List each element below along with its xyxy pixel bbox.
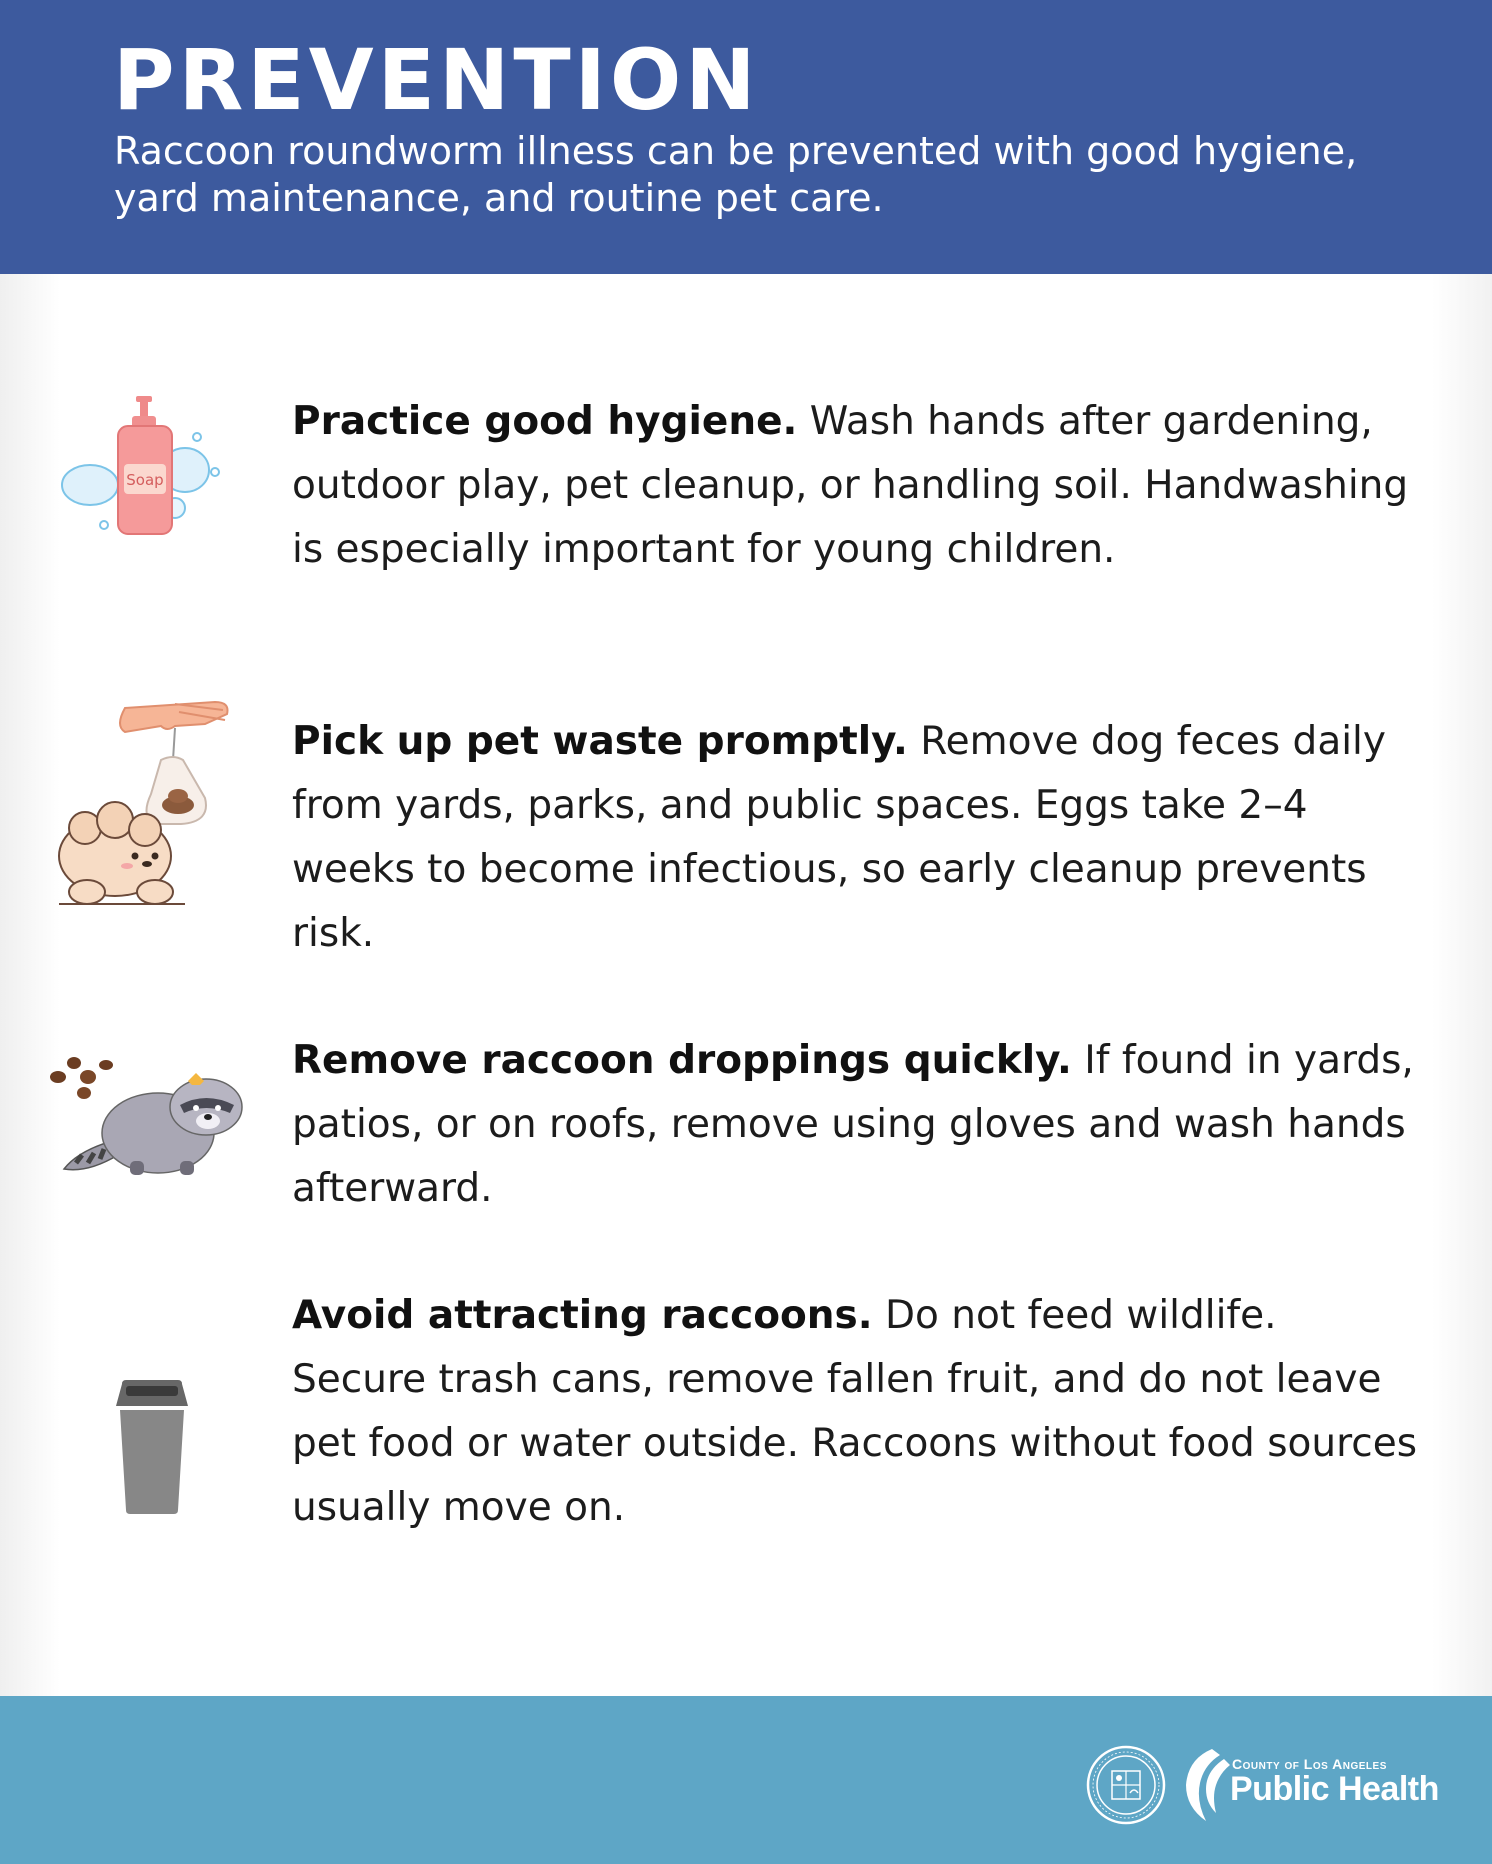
county-seal-icon — [1086, 1745, 1166, 1825]
tip-heading: Practice good hygiene. — [292, 399, 798, 444]
page-title: PREVENTION — [113, 31, 760, 129]
public-health-logo-icon — [1176, 1745, 1232, 1825]
logo-public-health-text: Public Health — [1230, 1770, 1439, 1808]
header-banner — [0, 0, 1492, 274]
page-subtitle: Raccoon roundworm illness can be prevented with good hygiene, yard maintenance, and routine pet care. — [114, 129, 1358, 220]
dog-waste-bag-icon — [55, 698, 235, 913]
tip-text — [292, 390, 1422, 582]
tip-body: Wash hands after gardening, outdoor play, pet cleanup, or handling soil. Handwashing is especially important for young children. — [292, 399, 1409, 572]
raccoon-icon — [48, 1051, 248, 1181]
soap-label: Soap — [126, 471, 164, 489]
tip-body: Remove dog feces daily from yards, parks, and public spaces. Eggs take 2–4 weeks to become infectious, so early cleanup prevents risk. — [292, 719, 1386, 956]
tip-heading: Pick up pet waste promptly. — [292, 719, 908, 764]
tip-text — [292, 1029, 1422, 1221]
soap-bottle-icon — [60, 390, 220, 540]
tip-body: If found in yards, patios, or on roofs, remove using gloves and wash hands afterward. — [292, 1038, 1414, 1211]
tip-text — [292, 1284, 1422, 1540]
tip-body: Do not feed wildlife. Secure trash cans, remove fallen fruit, and do not leave pet food or water outside. Raccoons without food sources usually move on. — [292, 1293, 1418, 1530]
trash-can-icon — [112, 1380, 192, 1516]
tip-heading: Avoid attracting raccoons. — [292, 1293, 873, 1338]
tip-text — [292, 710, 1422, 966]
logo-county-text: County of Los Angeles — [1232, 1756, 1387, 1772]
tip-heading: Remove raccoon droppings quickly. — [292, 1038, 1072, 1083]
